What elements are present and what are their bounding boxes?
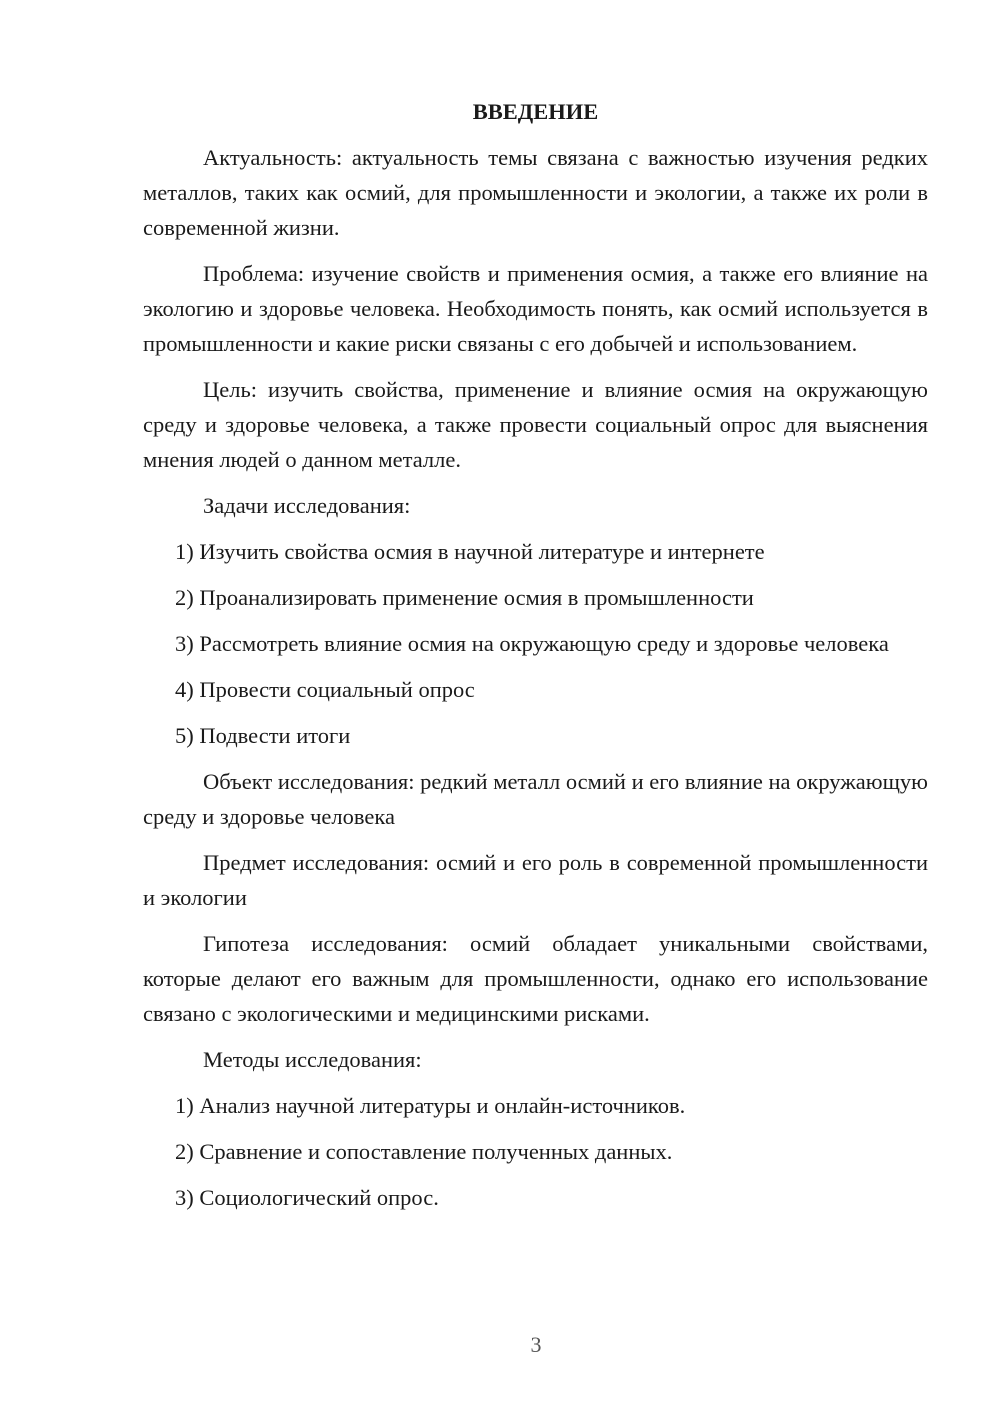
methods-heading: Методы исследования: [203, 1047, 422, 1072]
method-item: 3) Социологический опрос. [175, 1185, 439, 1210]
task-item: 3) Рассмотреть влияние осмия на окружающую среду и здоровье человека [175, 631, 889, 656]
task-item: 4) Провести социальный опрос [175, 677, 475, 702]
page-number: 3 [530, 1332, 542, 1357]
document-page [143, 94, 928, 1226]
task-item: 5) Подвести итоги [175, 723, 351, 748]
method-item: 2) Сравнение и сопоставление полученных данных. [175, 1139, 673, 1164]
method-item: 1) Анализ научной литературы и онлайн-источников. [175, 1093, 686, 1118]
hypothesis-paragraph: Гипотеза исследования: осмий обладает уникальными свойствами, которые делают его важным для промышленности, однако его использование связано с экологическими и медицинскими рисками. [143, 931, 928, 1026]
object-paragraph: Объект исследования: редкий металл осмий и его влияние на окружающую среду и здоровье человека [143, 769, 928, 829]
tasks-heading: Задачи исследования: [203, 493, 411, 518]
problem-paragraph: Проблема: изучение свойств и применения осмия, а также его влияние на экологию и здоровье человека. Необходимость понять, как осмий используется в промышленности и какие риски связаны с его добычей и использованием. [143, 261, 928, 356]
task-item: 1) Изучить свойства осмия в научной литературе и интернете [175, 539, 765, 564]
relevance-paragraph: Актуальность: актуальность темы связана с важностью изучения редких металлов, таких как осмий, для промышленности и экологии, а также их роли в современной жизни. [143, 145, 928, 240]
subject-paragraph: Предмет исследования: осмий и его роль в современной промышленности и экологии [143, 850, 928, 910]
section-title: ВВЕДЕНИЕ [472, 99, 599, 124]
task-item: 2) Проанализировать применение осмия в промышленности [175, 585, 754, 610]
goal-paragraph: Цель: изучить свойства, применение и влияние осмия на окружающую среду и здоровье человека, а также провести социальный опрос для выяснения мнения людей о данном металле. [143, 377, 928, 472]
